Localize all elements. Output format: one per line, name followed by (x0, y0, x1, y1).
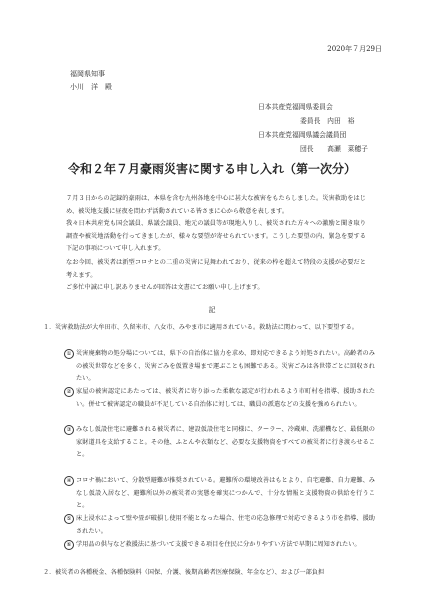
document-title: 令和２年７月豪雨災害に関する申し入れ（第一次分） (67, 162, 356, 176)
sub-item-text: 災害廃棄物の処分場については、県下の自治体に協力を求め、即対応できるよう対処されたい。高齢者のみの被災世帯などを多く、災害ごみを仮置き場まで運ぶことも困難である。災害ごみは各世帯ごとに回収されたい。 (76, 350, 375, 383)
sender-chair: 委員長 内田 裕 (300, 117, 355, 125)
recipient-title: 福岡県知事 (70, 70, 105, 78)
intro-text: なお今回、被災者は新型コロナとの二重の災害に見舞われており、従来の枠を超えて特段の支援が必要だと考えます。 (66, 259, 366, 279)
circled-number: ⑤ (64, 514, 74, 524)
sub-item-text: みなし仮設住宅に避難される被災者に、建設仮設住宅と同様に、クーラー、冷蔵庫、洗濯機など、最低限の家財道具を支給すること。その他、ふとんや衣類など、必要な支援物資をすべての被災者に行き渡らせること。 (76, 426, 375, 459)
document-date: 2020年７月29日 (327, 45, 382, 53)
sender-organization: 日本共産党福岡県委員会 (258, 103, 333, 111)
intro-paragraph (66, 257, 366, 282)
sender-group: 日本共産党福岡県議会議員団 (258, 131, 347, 139)
intro-paragraph (66, 218, 366, 256)
sub-item-text: 家屋の被害認定にあたっては、被災者に寄り添った柔軟な認定が行われるよう市町村を指導、援助されたい。併せて被害認定の職員が不足している自治体に対しては、職員の派遣などの支援を強められたい。 (76, 388, 375, 408)
intro-paragraph (66, 193, 366, 218)
intro-text: ７月３日からの記録的豪雨は、本県を含む九州各地を中心に甚大な被害をもたらしました。災害救助をはじめ、被災地支援に昼夜を問わず活動されている皆さまに心から敬意を表します。 (66, 195, 366, 215)
intro-text: 我々日本共産党も国会議員、県議会議員、地元の議員等が現地入りし、被災された方々への激励と聞き取り調査や被災地活動を行ってきましたが、様々な要望が寄せられています。こうした要望の内、緊急を要する下記の事項について申し入れます。 (66, 220, 366, 253)
circled-number: ④ (64, 476, 74, 486)
sub-item-text: 学用品の供与など救援法に基づいて支援できる項目を住民に分かりやすい方法で早期に周知されたい。 (76, 541, 361, 548)
item-number: ２． (43, 569, 56, 576)
item-text: 災害救助法が大牟田市、久留米市、八女市、みやま市に適用されている。救助法に関わって、以下要望する。 (55, 324, 358, 331)
circled-number: ⑥ (64, 540, 74, 550)
intro-text: ご多忙中誠に申し訳ありませんが回答は文書にてお願い申し上げます。 (66, 284, 264, 291)
item-text: 被災者の各種税金、各種保険料（国保、介護、後期高齢者医療保険、年金など）、および一部負担 (55, 569, 325, 576)
sender-leader: 団長 高瀬 菜穂子 (300, 145, 368, 153)
sub-item-text: コロナ禍において、分散型避難が推奨されている。避難所の環境改善はもとより、自宅避難、自力避難、みなし仮設入居など、避難所以外の被災者の実態を確実につかんで、十分な情報と支援物資の供給を行うこと。 (76, 477, 375, 510)
circled-number: ① (64, 349, 74, 359)
item-number: １． (43, 324, 56, 331)
circled-number: ② (64, 387, 74, 397)
recipient-name: 小川 洋 殿 (70, 83, 112, 91)
circled-number: ③ (64, 425, 74, 435)
intro-paragraph (66, 282, 366, 295)
sub-item-text: 床上浸水によって壁や畳が破損し使用不能となった場合、住宅の応急修理で対応できるよう市を指導、援助されたい。 (76, 515, 375, 535)
ki-heading: 記 (208, 306, 216, 314)
